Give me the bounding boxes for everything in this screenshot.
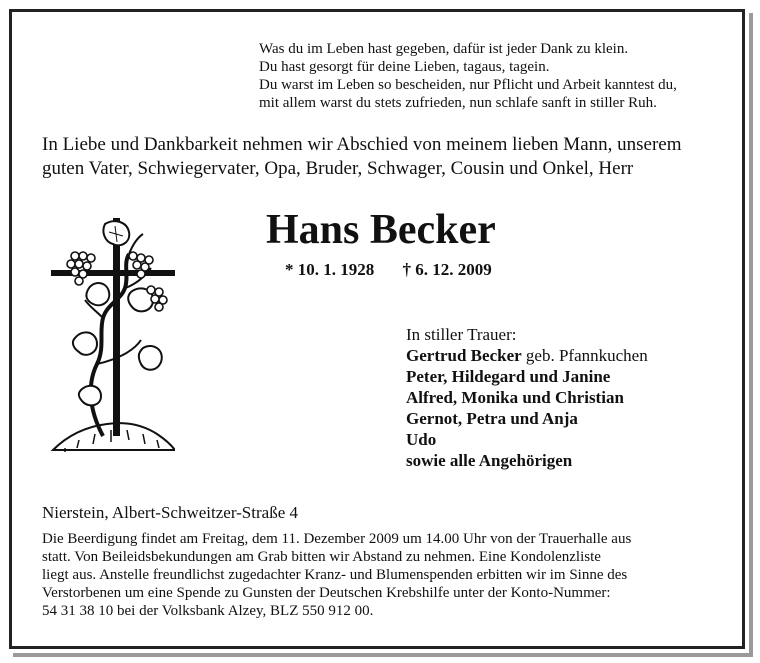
- funeral-line: Verstorbenen um eine Spende zu Gunsten der Deutschen Krebshilfe unter der Konto-Nummer:: [42, 585, 611, 601]
- widow-name: Gertrud Becker: [406, 346, 522, 365]
- leaf: [73, 332, 97, 354]
- cross-horizontal-beam: [51, 270, 175, 276]
- life-dates: [285, 259, 492, 281]
- mourner-line: Udo: [406, 430, 437, 449]
- death-date: † 6. 12. 2009: [402, 260, 492, 279]
- leaf: [86, 283, 109, 305]
- grape-cluster-left: [67, 252, 95, 285]
- poem-line: Was du im Leben hast gegeben, dafür ist jeder Dank zu klein.: [259, 41, 629, 57]
- frame-shadow-bottom: [13, 653, 753, 657]
- deceased-name: Hans Becker: [266, 207, 496, 253]
- mourner-line: Gernot, Petra und Anja: [406, 409, 578, 428]
- mourners-heading: In stiller Trauer:: [406, 325, 517, 344]
- poem-line: Du hast gesorgt für deine Lieben, tagaus, tagein.: [259, 59, 550, 75]
- funeral-line: Die Beerdigung findet am Freitag, dem 11. Dezember 2009 um 14.00 Uhr von der Trauerhalle aus: [42, 531, 632, 547]
- cross-with-grapevine-icon: [45, 214, 175, 464]
- funeral-notice: [42, 530, 718, 620]
- mourner-line: Peter, Hildegard und Janine: [406, 367, 611, 386]
- poem-line: mit allem warst du stets zufrieden, nun schlafe sanft in stiller Ruh.: [259, 95, 657, 111]
- mourners-list: [406, 324, 726, 471]
- intro-line: guten Vater, Schwiegervater, Opa, Bruder, Schwager, Cousin und Onkel, Herr: [42, 158, 634, 179]
- frame-shadow-right: [749, 13, 753, 653]
- intro-line: In Liebe und Dankbarkeit nehmen wir Abschied von meinem lieben Mann, unserem: [42, 134, 682, 155]
- intro-text: [42, 133, 732, 181]
- hill-hatching: [65, 430, 159, 452]
- mourner-line: Alfred, Monika und Christian: [406, 388, 624, 407]
- funeral-line: 54 31 38 10 bei der Volksbank Alzey, BLZ 550 912 00.: [42, 603, 374, 619]
- birth-date: * 10. 1. 1928: [285, 260, 375, 279]
- mourner-line: sowie alle Angehörigen: [406, 451, 573, 470]
- poem: [259, 40, 729, 112]
- cross-vertical-beam: [113, 218, 120, 436]
- leaf: [139, 346, 162, 370]
- mourner-line: [406, 345, 726, 366]
- funeral-line: statt. Von Beileidsbekundungen am Grab bitten wir Abstand zu nehmen. Eine Kondolenzliste: [42, 549, 601, 565]
- leaf: [79, 386, 101, 406]
- poem-line: Du warst im Leben so bescheiden, nur Pflicht und Arbeit kanntest du,: [259, 77, 677, 93]
- widow-maiden-name: geb. Pfannkuchen: [521, 346, 648, 365]
- funeral-line: liegt aus. Anstelle freundlichst zugedachter Kranz- und Blumenspenden erbitten wir im Sinne des: [42, 567, 628, 583]
- family-address: Nierstein, Albert-Schweitzer-Straße 4: [42, 503, 298, 522]
